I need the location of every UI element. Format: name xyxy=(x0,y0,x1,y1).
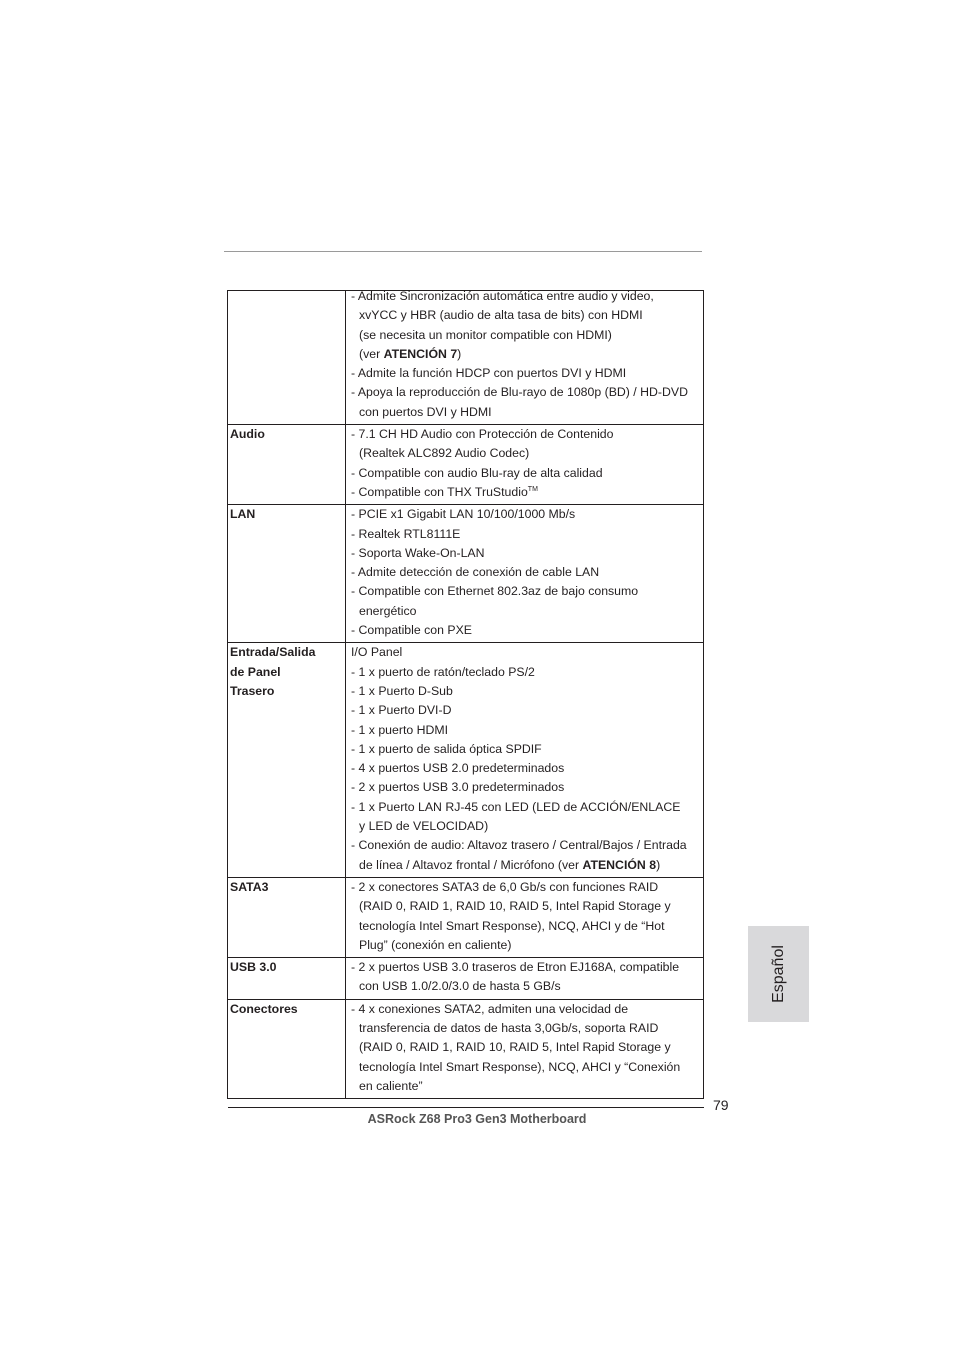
spec-line xyxy=(351,444,703,463)
trademark-mark: TM xyxy=(527,485,538,493)
spec-text: - Soporta Wake-On-LAN xyxy=(351,545,485,560)
spec-content xyxy=(346,425,704,505)
spec-label-line: Conectores xyxy=(230,1001,298,1016)
spec-line xyxy=(351,544,703,563)
spec-line xyxy=(351,740,703,759)
spec-label xyxy=(228,291,346,425)
spec-text: (RAID 0, RAID 1, RAID 10, RAID 5, Intel Rapid Storage y xyxy=(359,1040,671,1055)
spec-line xyxy=(351,582,703,601)
page-number: 79 xyxy=(713,1097,729,1113)
spec-text: - Admite la función HDCP con puertos DVI y HDMI xyxy=(351,366,627,381)
spec-label xyxy=(228,505,346,643)
spec-text: en caliente” xyxy=(359,1078,423,1093)
spec-line xyxy=(351,721,703,740)
spec-text: - 4 x puertos USB 2.0 predeterminados xyxy=(351,761,565,776)
spec-line xyxy=(351,1019,703,1038)
language-tab xyxy=(748,926,809,1022)
spec-text: I/O Panel xyxy=(351,645,403,660)
spec-text: - Apoya la reproducción de Blu-rayo de 1080p (BD) / HD-DVD xyxy=(351,385,688,400)
spec-line xyxy=(351,287,703,306)
spec-line xyxy=(351,306,703,325)
spec-text: transferencia de datos de hasta 3,0Gb/s, soporta RAID xyxy=(359,1020,659,1035)
spec-line xyxy=(351,464,703,483)
spec-line xyxy=(351,701,703,720)
spec-row xyxy=(228,643,704,878)
spec-line xyxy=(351,1000,703,1019)
spec-line xyxy=(351,878,703,897)
spec-line xyxy=(351,836,703,855)
spec-text: tecnología Intel Smart Response), NCQ, AHCI y de “Hot xyxy=(359,918,665,933)
spec-label xyxy=(228,643,346,878)
spec-text: ) xyxy=(656,857,661,872)
spec-line xyxy=(351,936,703,955)
spec-line xyxy=(351,643,703,662)
spec-text: (se necesita un monitor compatible con HDMI) xyxy=(359,327,612,342)
spec-line xyxy=(351,897,703,916)
spec-label-line: Audio xyxy=(230,427,265,442)
spec-text: - 1 x Puerto LAN RJ-45 con LED (LED de ACCIÓN/ENLACE xyxy=(351,799,681,814)
spec-row xyxy=(228,505,704,643)
spec-text: - Compatible con audio Blu-ray de alta calidad xyxy=(351,465,603,480)
spec-text: - 2 x conectores SATA3 de 6,0 Gb/s con funciones RAID xyxy=(351,879,659,894)
spec-line xyxy=(351,917,703,936)
spec-line xyxy=(351,817,703,836)
spec-text: - 2 x puertos USB 3.0 traseros de Etron EJ168A, compatible xyxy=(351,960,680,975)
spec-label-line: Entrada/Salida xyxy=(230,645,316,660)
spec-text: tecnología Intel Smart Response), NCQ, AHCI y “Conexión xyxy=(359,1059,681,1074)
spec-text: - Compatible con Ethernet 802.3az de bajo consumo xyxy=(351,584,639,599)
spec-row xyxy=(228,877,704,957)
spec-row xyxy=(228,291,704,425)
language-tab-label: Español xyxy=(769,945,787,1003)
spec-line xyxy=(351,602,703,621)
row-spacer xyxy=(351,1096,703,1098)
spec-content xyxy=(346,877,704,957)
spec-line xyxy=(351,682,703,701)
spec-text: - 1 x puerto HDMI xyxy=(351,722,449,737)
spec-label-line: de Panel xyxy=(230,664,281,679)
spec-text: (RAID 0, RAID 1, RAID 10, RAID 5, Intel Rapid Storage y xyxy=(359,899,671,914)
spec-content xyxy=(346,643,704,878)
spec-line xyxy=(351,563,703,582)
spec-line xyxy=(351,759,703,778)
spec-line xyxy=(351,425,703,444)
spec-text: - Conexión de audio: Altavoz trasero / Central/Bajos / Entrada xyxy=(351,838,687,853)
spec-text: - 1 x puerto de ratón/teclado PS/2 xyxy=(351,664,535,679)
spec-label-line: LAN xyxy=(230,507,256,522)
spec-table xyxy=(227,290,704,1099)
spec-line xyxy=(351,345,703,364)
spec-text: (ver xyxy=(359,346,384,361)
spec-label-line: USB 3.0 xyxy=(230,960,277,975)
spec-text: y LED de VELOCIDAD) xyxy=(359,819,489,834)
spec-emphasis: ATENCIÓN 7 xyxy=(383,346,458,361)
spec-text: - 1 x Puerto D-Sub xyxy=(351,683,453,698)
spec-text: - 1 x Puerto DVI-D xyxy=(351,703,452,718)
spec-text: - 1 x puerto de salida óptica SPDIF xyxy=(351,741,542,756)
spec-text: xvYCC y HBR (audio de alta tasa de bits) con HDMI xyxy=(359,308,643,323)
spec-table-body xyxy=(228,291,704,1099)
spec-label xyxy=(228,958,346,1000)
spec-line xyxy=(351,856,703,875)
spec-label-line: Trasero xyxy=(230,683,275,698)
spec-line xyxy=(351,778,703,797)
spec-text: (Realtek ALC892 Audio Codec) xyxy=(359,446,530,461)
spec-text: - Compatible con PXE xyxy=(351,623,472,638)
spec-line xyxy=(351,364,703,383)
spec-line xyxy=(351,798,703,817)
spec-text: - Admite detección de conexión de cable LAN xyxy=(351,565,600,580)
spec-label xyxy=(228,877,346,957)
spec-row xyxy=(228,958,704,1000)
spec-line xyxy=(351,525,703,544)
spec-text: Plug” (conexión en caliente) xyxy=(359,937,512,952)
spec-content xyxy=(346,291,704,425)
spec-text: - 7.1 CH HD Audio con Protección de Contenido xyxy=(351,427,614,442)
spec-line xyxy=(351,403,703,422)
spec-text: - 2 x puertos USB 3.0 predeterminados xyxy=(351,780,565,795)
spec-text: con puertos DVI y HDMI xyxy=(359,404,492,419)
spec-text: energético xyxy=(359,603,417,618)
spec-text: con USB 1.0/2.0/3.0 de hasta 5 GB/s xyxy=(359,979,561,994)
spec-line xyxy=(351,483,703,502)
spec-label xyxy=(228,425,346,505)
footer-text: ASRock Z68 Pro3 Gen3 Motherboard xyxy=(367,1112,587,1126)
spec-line xyxy=(351,958,703,977)
spec-line xyxy=(351,1058,703,1077)
spec-line xyxy=(351,326,703,345)
spec-label xyxy=(228,999,346,1098)
top-divider xyxy=(224,251,702,252)
spec-label-line: SATA3 xyxy=(230,879,269,894)
spec-content xyxy=(346,958,704,1000)
spec-line xyxy=(351,383,703,402)
spec-line xyxy=(351,505,703,524)
spec-line xyxy=(351,663,703,682)
bottom-divider xyxy=(228,1107,704,1108)
spec-line xyxy=(351,1038,703,1057)
spec-line xyxy=(351,977,703,996)
spec-text: ) xyxy=(457,346,462,361)
spec-row xyxy=(228,999,704,1098)
spec-text: - 4 x conexiones SATA2, admiten una velocidad de xyxy=(351,1001,629,1016)
spec-content xyxy=(346,505,704,643)
spec-text: - Compatible con THX TruStudio xyxy=(351,484,528,499)
spec-line xyxy=(351,1077,703,1096)
spec-emphasis: ATENCIÓN 8 xyxy=(582,857,657,872)
spec-text: - Admite Sincronización automática entre audio y video, xyxy=(351,289,654,303)
spec-line xyxy=(351,621,703,640)
spec-content xyxy=(346,999,704,1098)
spec-text: de línea / Altavoz frontal / Micrófono (ver xyxy=(359,857,583,872)
spec-text: - PCIE x1 Gigabit LAN 10/100/1000 Mb/s xyxy=(351,507,576,522)
spec-row xyxy=(228,425,704,505)
spec-text: - Realtek RTL8111E xyxy=(351,526,461,541)
